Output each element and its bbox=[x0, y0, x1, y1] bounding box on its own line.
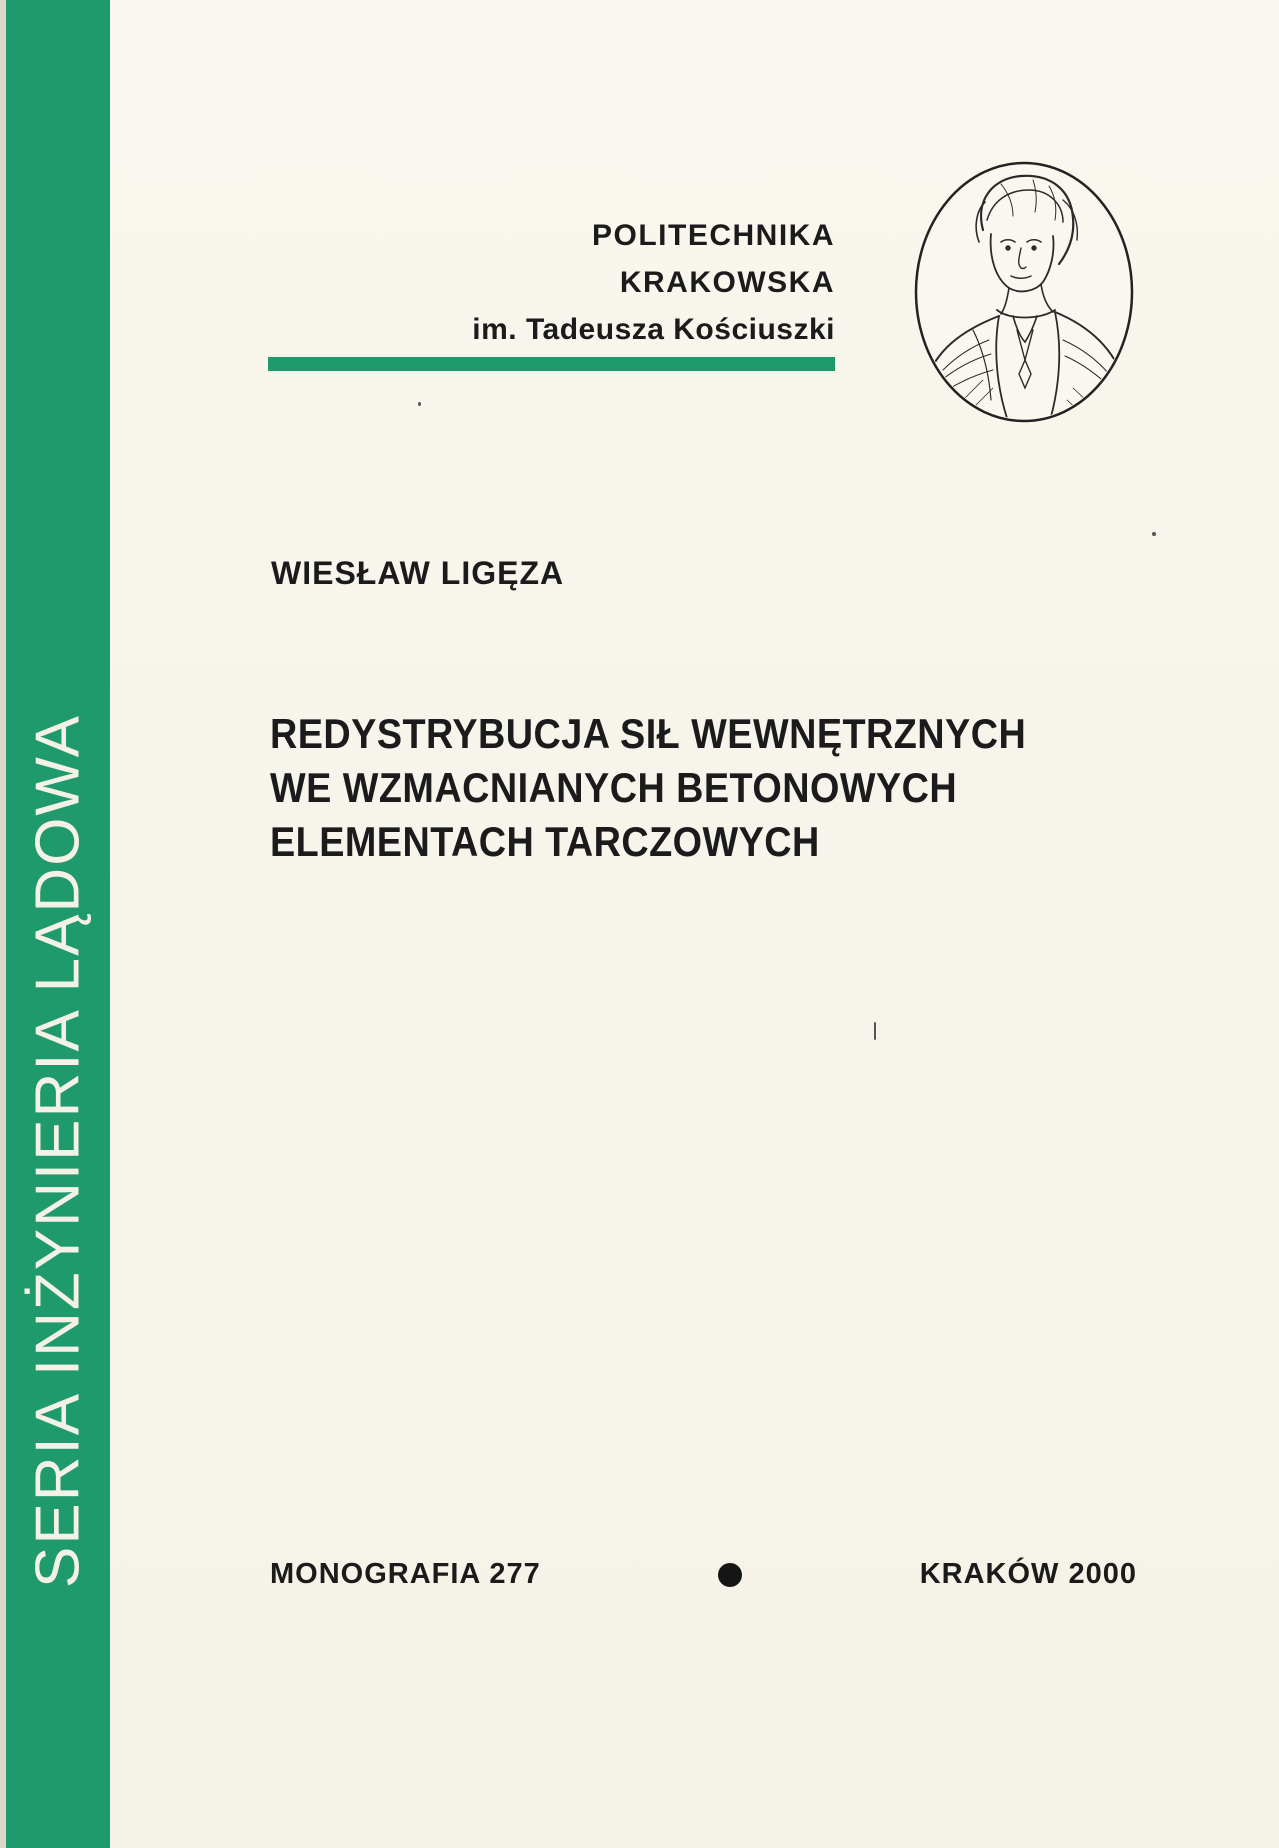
green-divider bbox=[268, 357, 835, 371]
paper-speck bbox=[1152, 532, 1156, 536]
author-name: WIESŁAW LIGĘZA bbox=[271, 555, 565, 591]
bullet-dot-icon bbox=[718, 1563, 742, 1587]
series-label: SERIA INŻYNIERIA LĄDOWA bbox=[23, 713, 93, 1588]
title-line-3: ELEMENTACH TARCZOWYCH bbox=[270, 818, 820, 865]
title-line-2: WE WZMACNIANYCH BETONOWYCH bbox=[270, 764, 958, 811]
institution-block bbox=[472, 212, 835, 353]
place-year: KRAKÓW 2000 bbox=[919, 1558, 1137, 1590]
title-line-1: REDYSTRYBUCJA SIŁ WEWNĘTRZNYCH bbox=[270, 710, 1027, 757]
paper-speck bbox=[418, 402, 421, 406]
institution-line-1: POLITECHNIKA bbox=[592, 219, 835, 252]
institution-line-2: KRAKOWSKA bbox=[619, 266, 835, 299]
monograph-number: MONOGRAFIA 277 bbox=[270, 1558, 541, 1590]
book-title bbox=[270, 707, 1026, 869]
paper-speck bbox=[874, 1022, 876, 1040]
institution-line-3: im. Tadeusza Kościuszki bbox=[472, 313, 835, 346]
portrait-engraving-icon bbox=[913, 160, 1135, 424]
